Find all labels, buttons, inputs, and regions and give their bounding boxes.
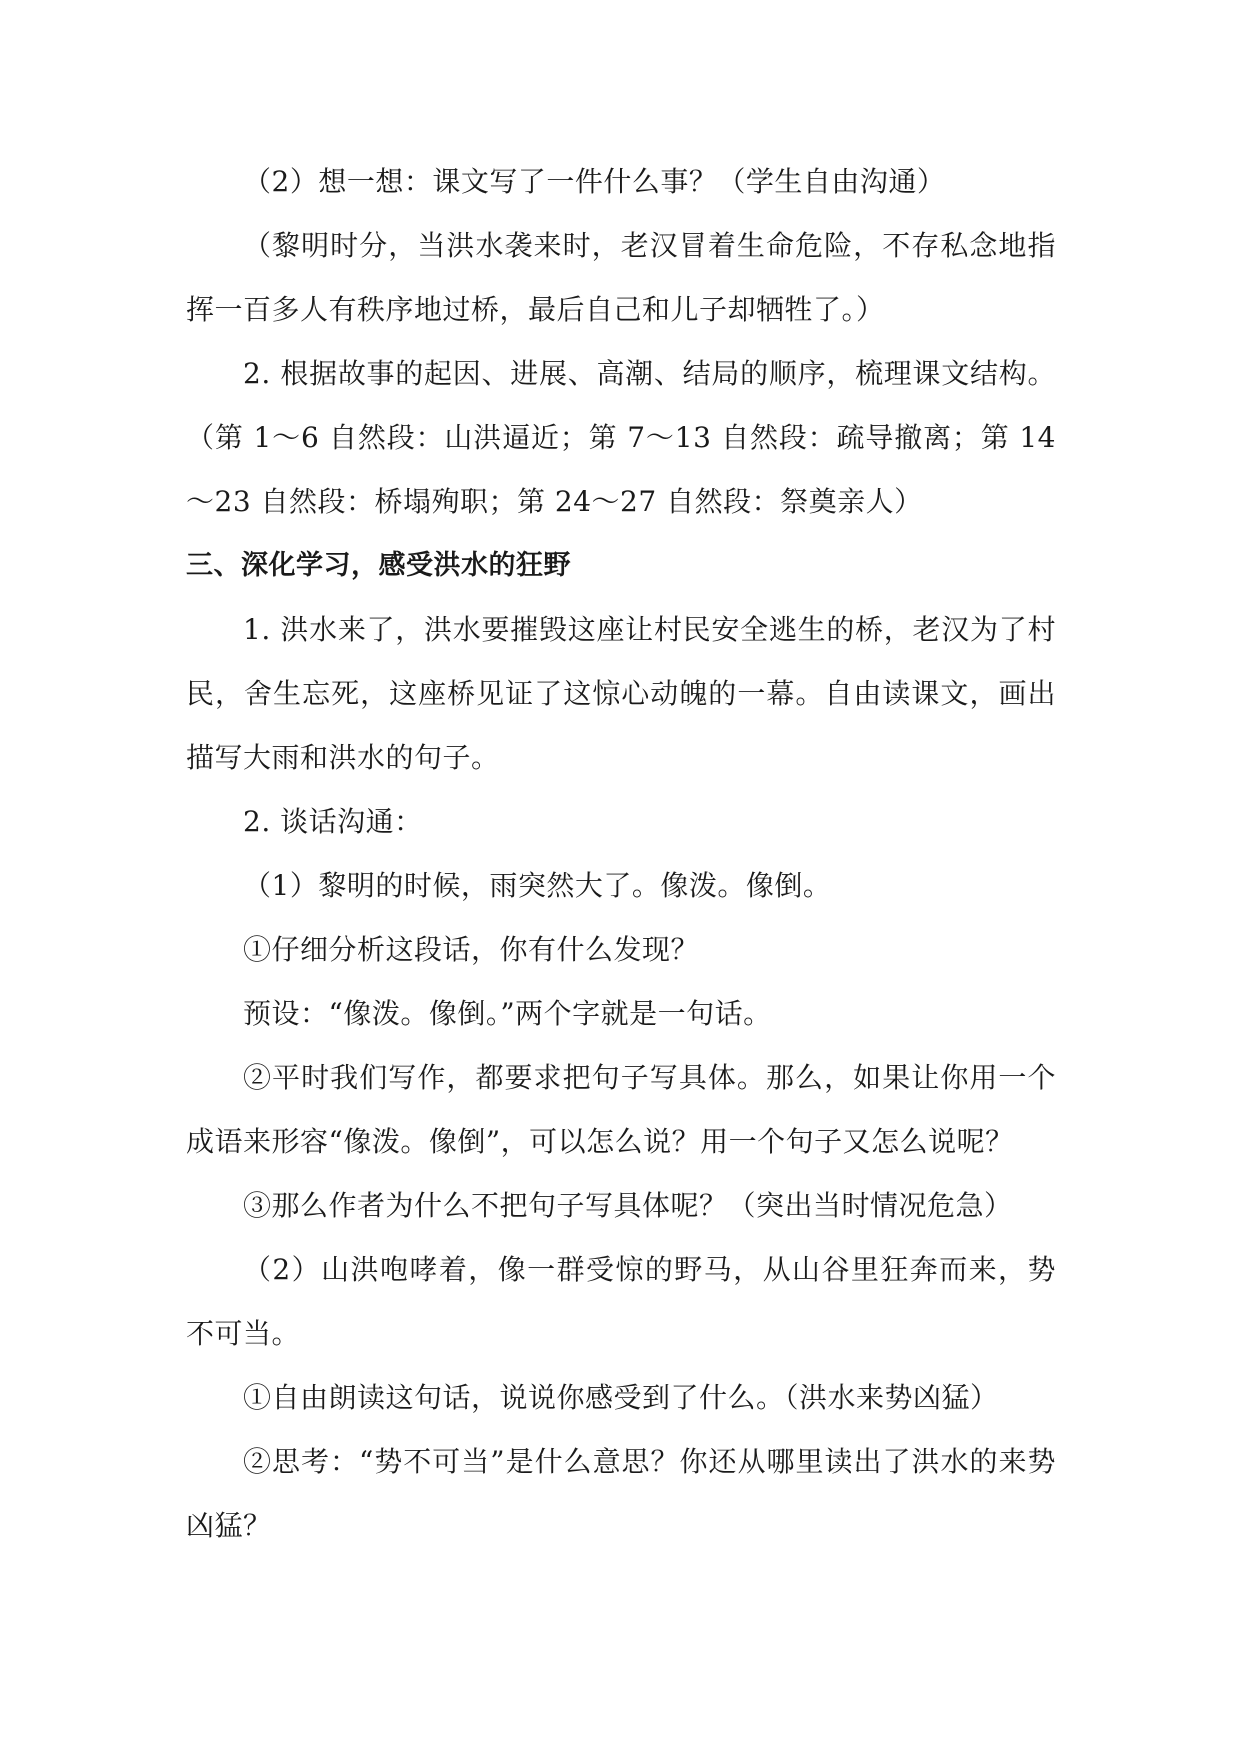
paragraph-sentence-two: （2）山洪咆哮着，像一群受惊的野马，从山谷里狂奔而来，势不可当。 — [186, 1253, 1056, 1350]
paragraph-sentence-one: （1）黎明的时候，雨突然大了。像泼。像倒。 — [243, 869, 832, 902]
paragraph-preset: 预设：“像泼。像倒。”两个字就是一句话。 — [243, 997, 772, 1030]
section-heading: 三、深化学习，感受洪水的狂野 — [186, 550, 571, 581]
paragraph-question-two: ②平时我们写作，都要求把句子写具体。那么，如果让你用一个成语来形容“像泼。像倒”，可以怎么说？用一个句子又怎么说呢？ — [186, 1061, 1056, 1158]
paragraph-think-meaning: ②思考：“势不可当”是什么意思？你还从哪里读出了洪水的来势凶猛？ — [186, 1445, 1056, 1542]
paragraph-question-three: ③那么作者为什么不把句子写具体呢？（突出当时情况危急） — [243, 1189, 1013, 1222]
paragraph-read-aloud: ①自由朗读这句话，说说你感受到了什么。（洪水来势凶猛） — [243, 1381, 999, 1414]
paragraph-think-question: （2）想一想：课文写了一件什么事？（学生自由沟通） — [243, 165, 946, 198]
paragraph-question-one: ①仔细分析这段话，你有什么发现？ — [243, 933, 700, 966]
document-body — [186, 150, 1056, 1558]
paragraph-structure: 2. 根据故事的起因、进展、高潮、结局的顺序，梳理课文结构。（第 1～6 自然段：山洪逼近；第 7～13 自然段：疏导撤离；第 14～23 自然段：桥塌殉职；第 24～27 自然段：祭奠亲人） — [186, 357, 1056, 518]
paragraph-summary-answer: （黎明时分，当洪水袭来时，老汉冒着生命危险，不存私念地指挥一百多人有秩序地过桥，最后自己和儿子却牺牲了。） — [186, 229, 1056, 326]
paragraph-flood-intro: 1. 洪水来了，洪水要摧毁这座让村民安全逃生的桥，老汉为了村民，舍生忘死，这座桥见证了这惊心动魄的一幕。自由读课文，画出描写大雨和洪水的句子。 — [186, 613, 1056, 774]
paragraph-discussion: 2. 谈话沟通： — [243, 805, 423, 838]
